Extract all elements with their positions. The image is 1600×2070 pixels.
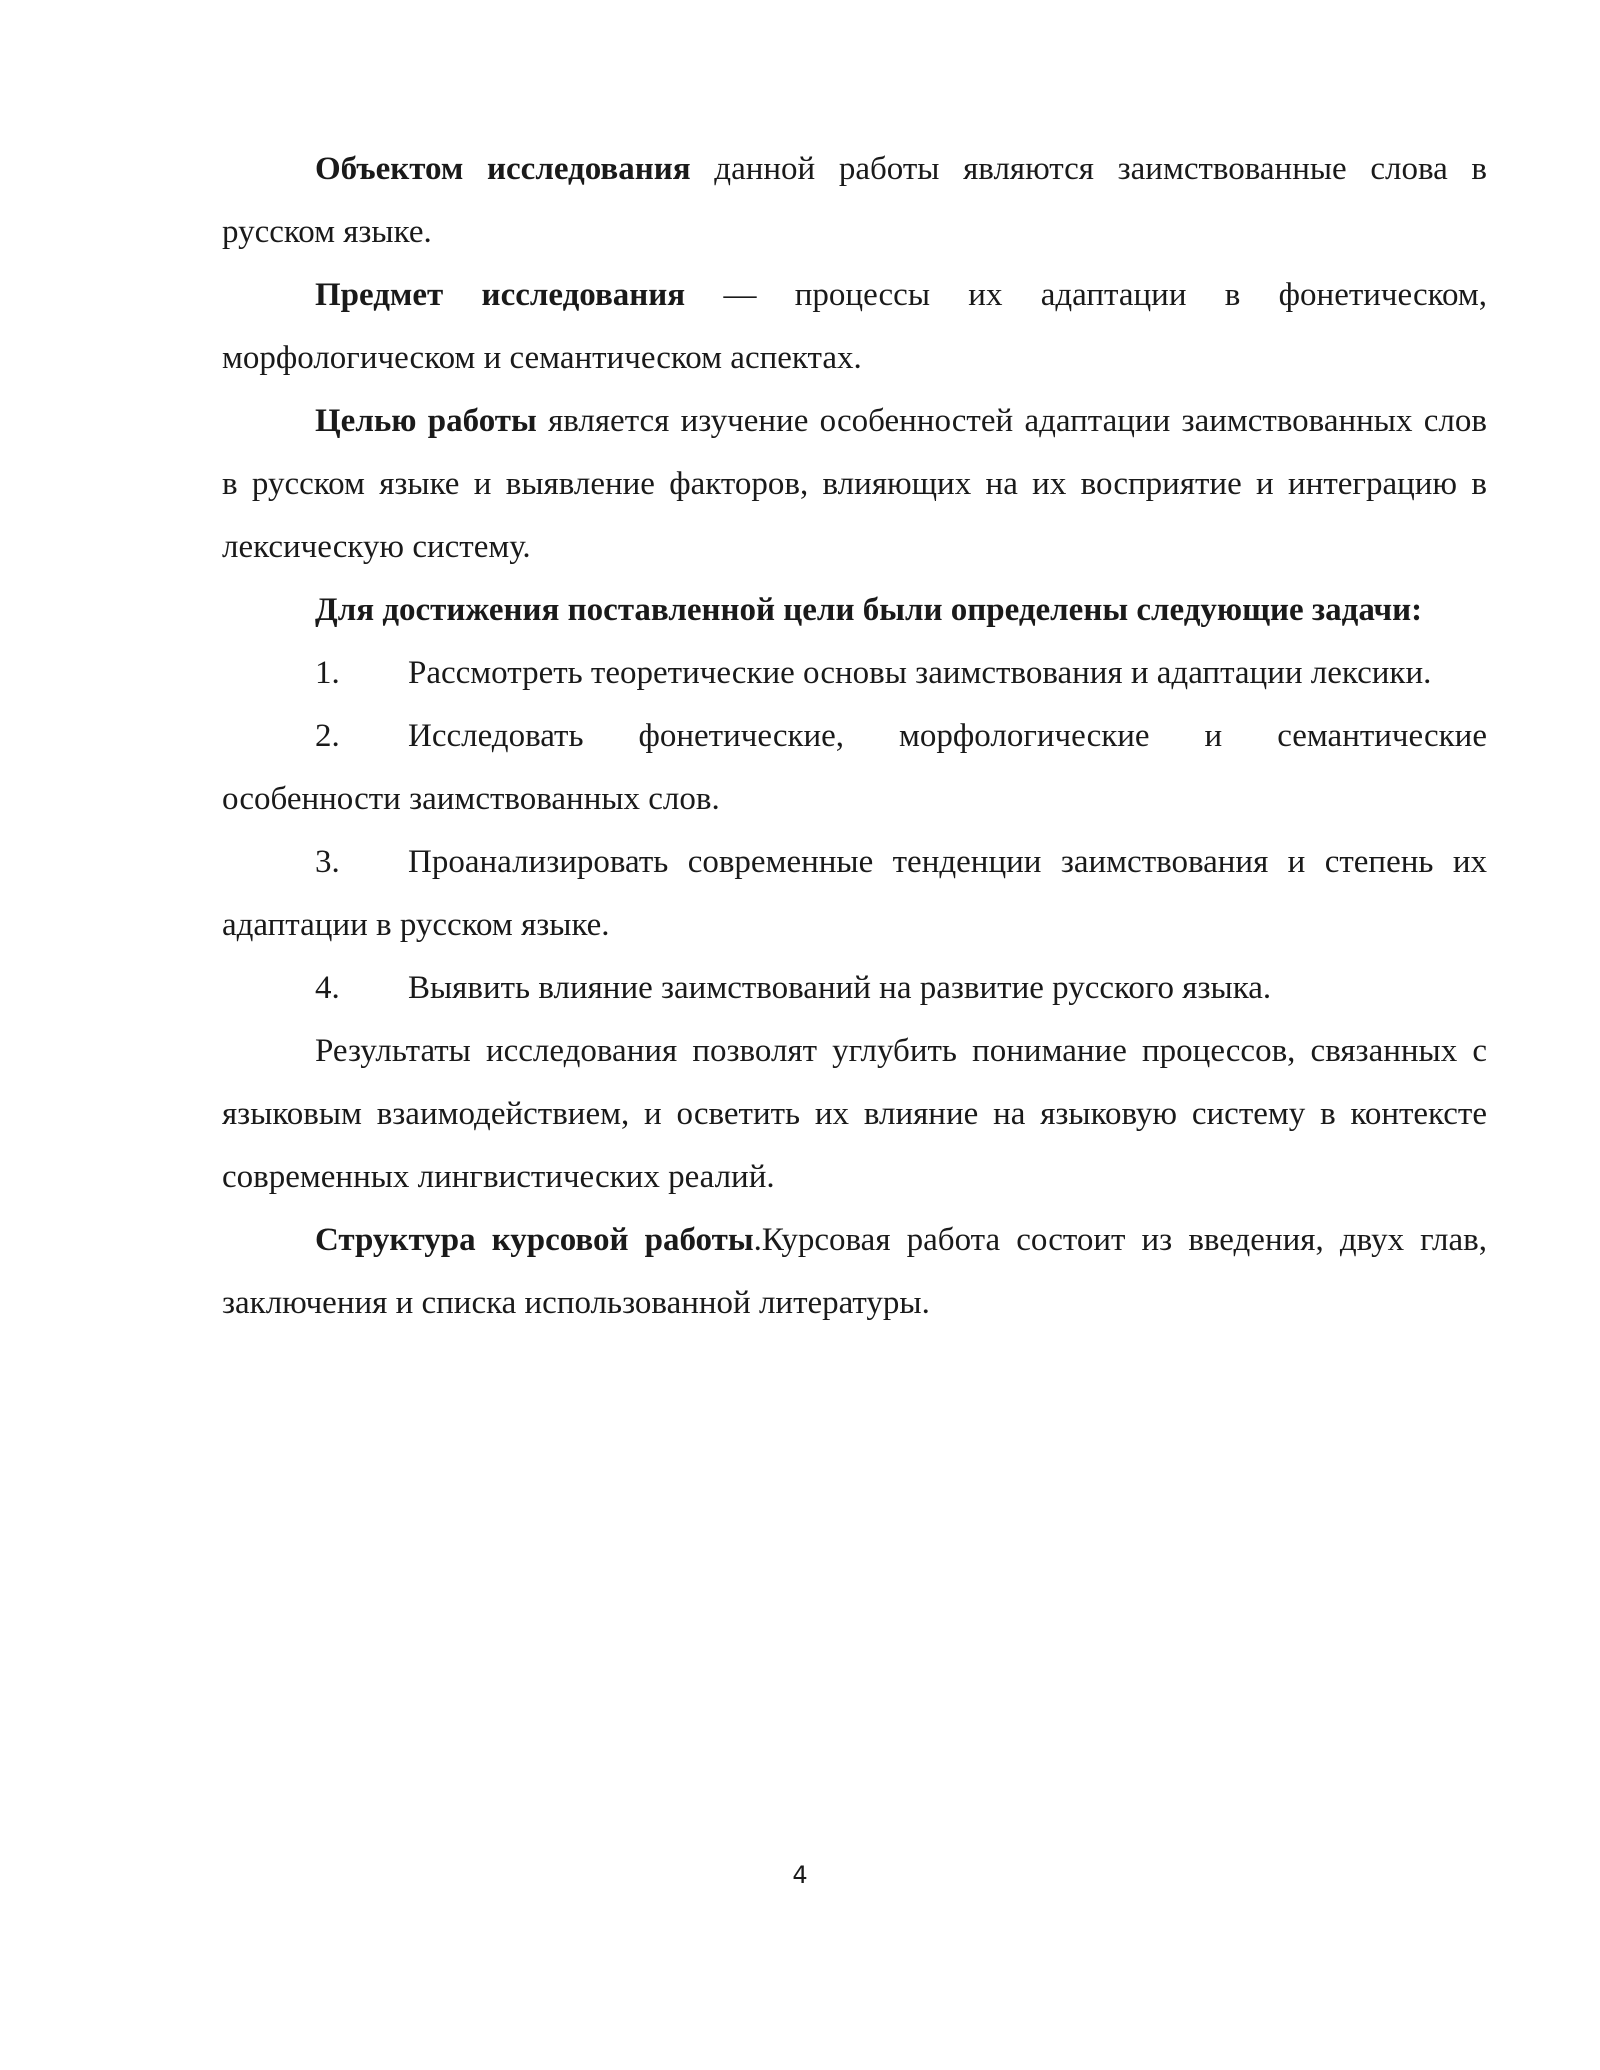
paragraph-structure-text: .Курсовая работа состоит из введения, двух глав, заключения и списка использованной литературы. [222,1222,1487,1321]
list-item-text: Выявить влияние заимствований на развитие русского языка. [408,970,1272,1006]
paragraph-goal-text: является изучение особенностей адаптации заимствованных слов в русском языке и выявление факторов, влияющих на их восприятие и интеграцию в лексическую систему. [222,403,1487,565]
list-item [222,831,1487,957]
paragraph-results [222,1020,1487,1209]
list-item-number: 2. [315,718,340,754]
paragraph-structure-bold: Структура курсовой работы [315,1222,754,1258]
paragraph-goal-bold: Целью работы [315,403,537,439]
paragraph-subject-text: — процессы их адаптации в фонетическом, морфологическом и семантическом аспектах. [222,277,1488,376]
paragraph-tasks-heading [222,579,1487,642]
list-item-number: 1. [315,655,340,691]
list-item-number: 4. [315,970,340,1006]
page-body [222,138,1487,1335]
paragraph-results-text: Результаты исследования позволят углубить понимание процессов, связанных с языковым взаимодействием, и осветить их влияние на языковую систему в контексте современных лингвистических реалий. [222,1033,1487,1195]
tasks-heading-bold: Для достижения поставленной цели были определены следующие задачи: [315,592,1423,628]
list-item [222,705,1487,831]
list-item-text: Рассмотреть теоретические основы заимствования и адаптации лексики. [408,655,1432,691]
paragraph-subject-bold: Предмет исследования [315,277,686,313]
list-item [222,642,1487,705]
paragraph-object-bold: Объектом исследования [315,151,691,187]
list-item-text: Исследовать фонетические, морфологические и семантические особенности заимствованных слов. [222,718,1487,817]
list-item [222,957,1487,1020]
paragraph-structure [222,1209,1487,1335]
paragraph-object [222,138,1487,264]
paragraph-object-text: данной работы являются заимствованные слова в русском языке. [222,151,1487,250]
paragraph-subject [222,264,1487,390]
list-item-text: Проанализировать современные тенденции заимствования и степень их адаптации в русском языке. [222,844,1487,943]
paragraph-goal [222,390,1487,579]
page-number: 4 [792,1861,808,1889]
list-item-number: 3. [315,844,340,880]
